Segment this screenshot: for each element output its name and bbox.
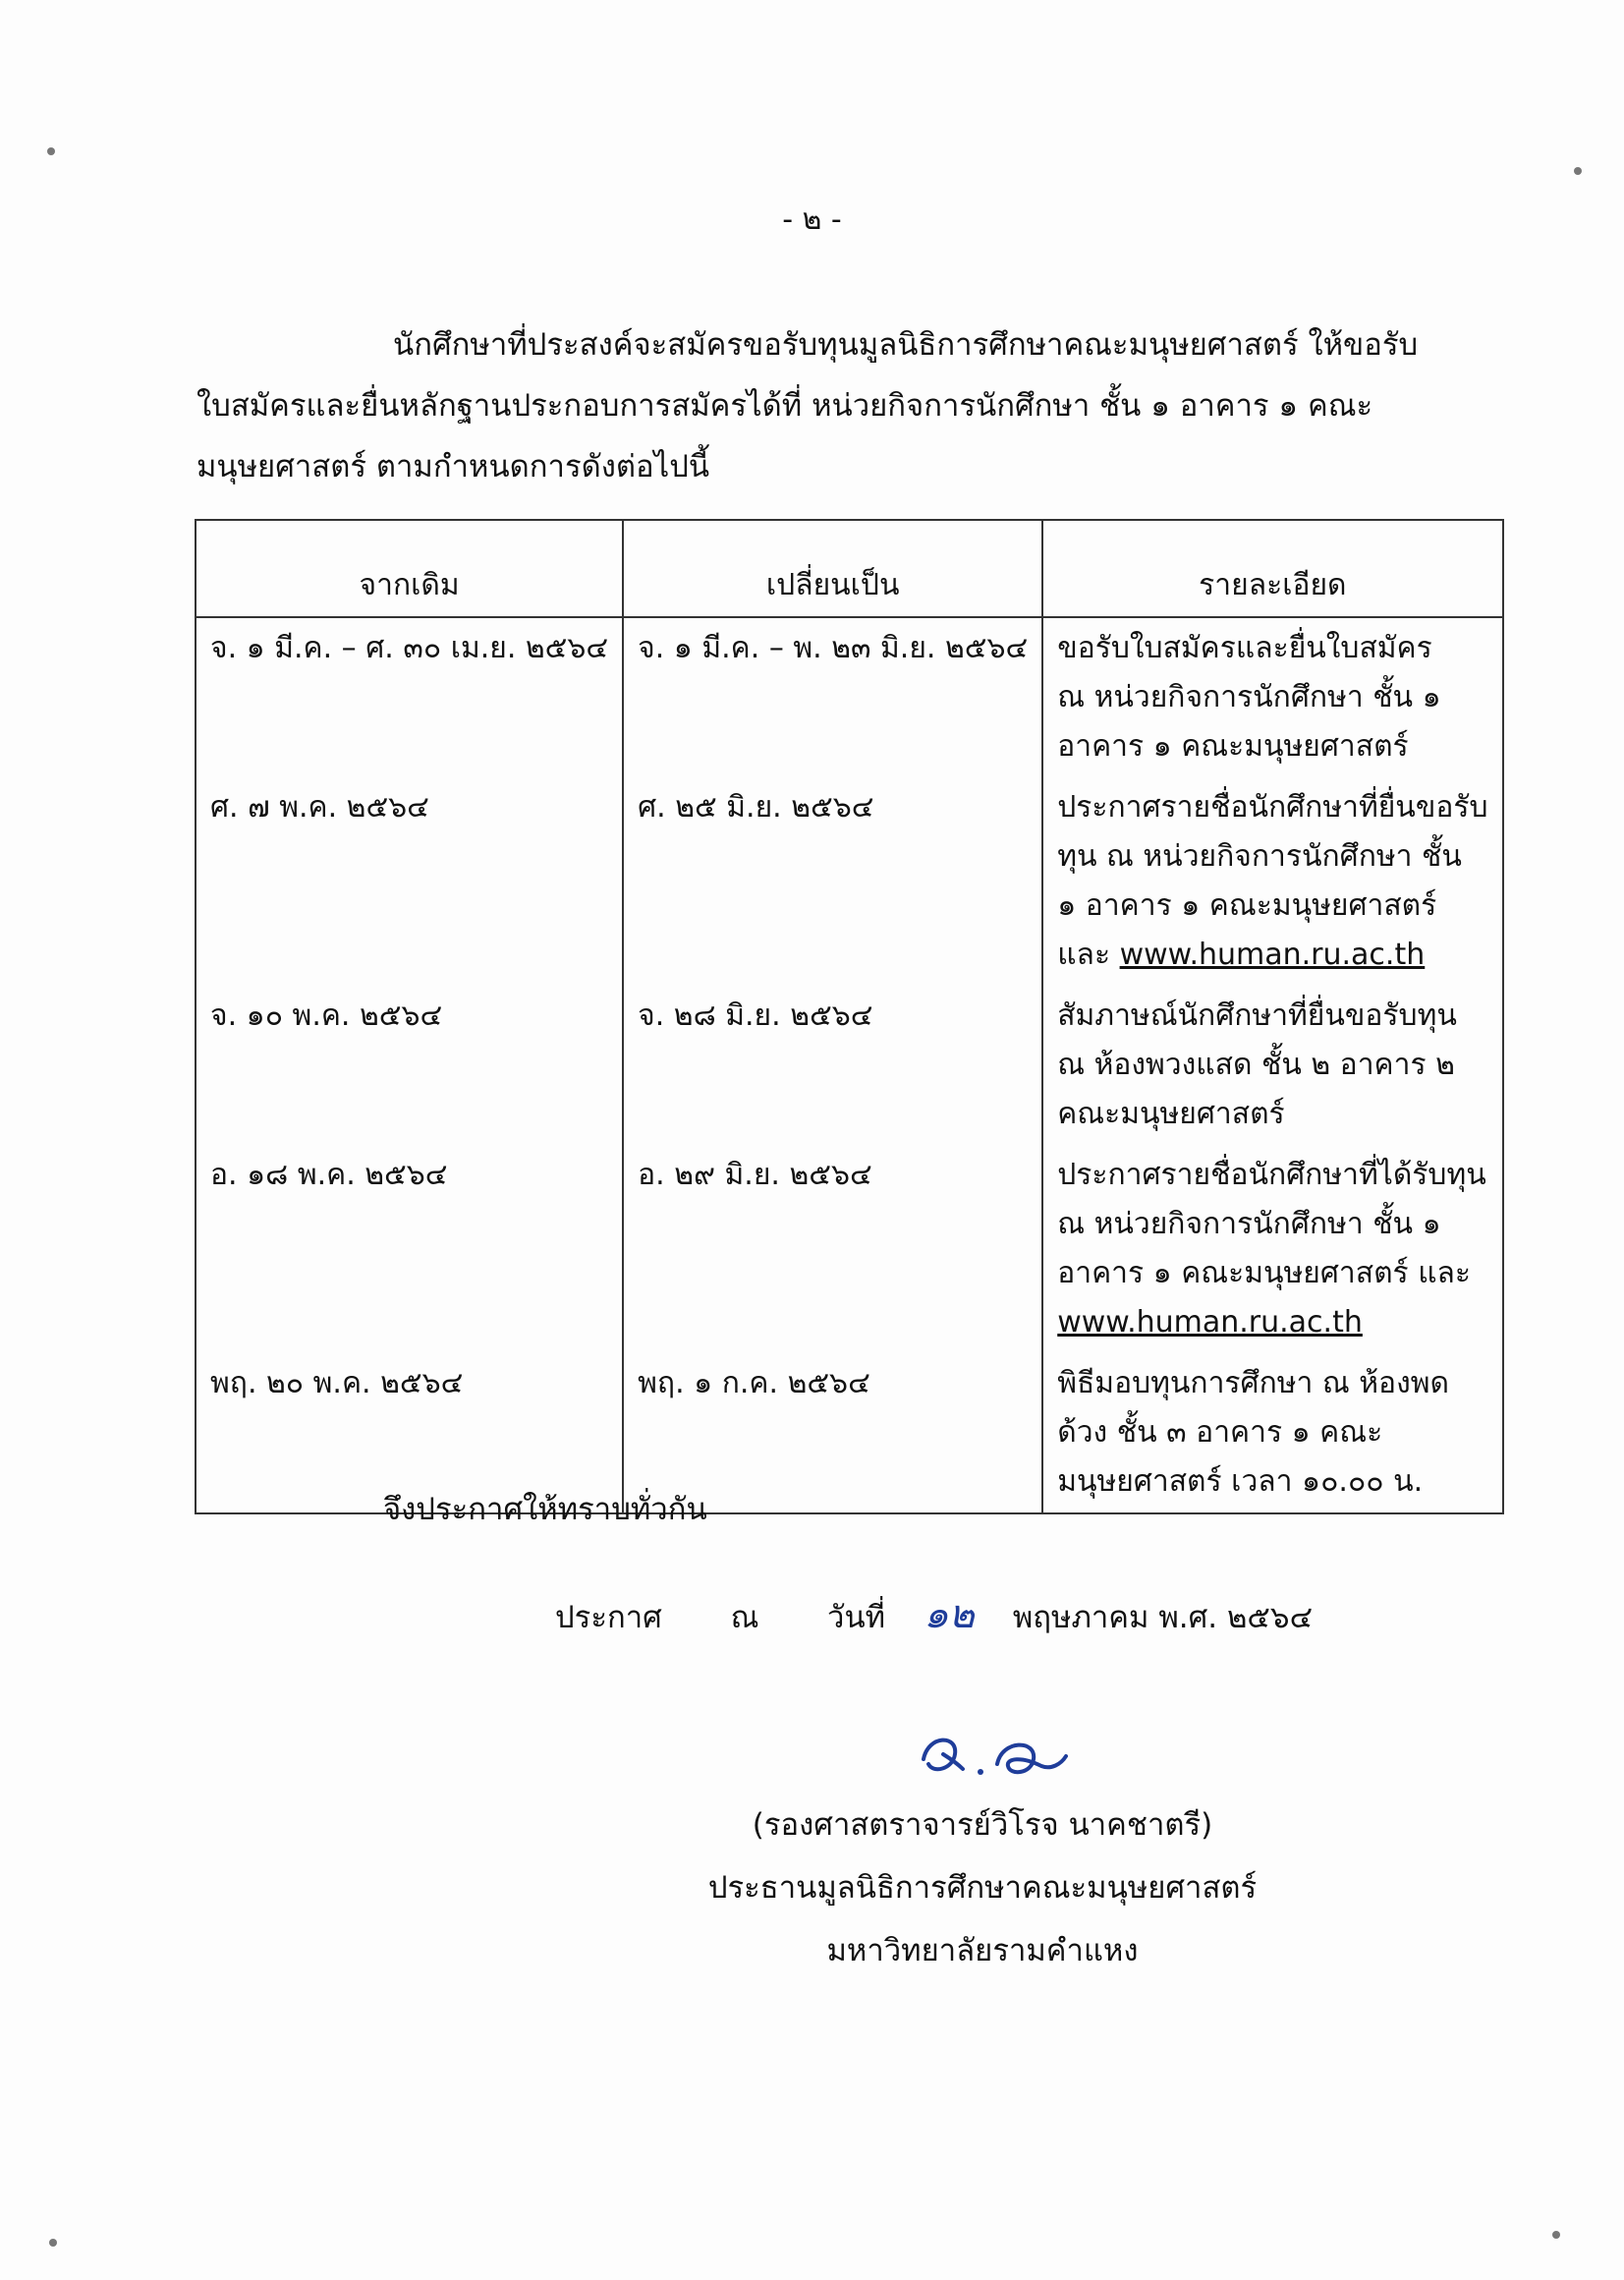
cell-detail: [1042, 777, 1502, 986]
from-date: ศ. ๗ พ.ค. ๒๕๖๔: [210, 790, 429, 825]
to-date: ศ. ๒๕ มิ.ย. ๒๕๖๔: [638, 790, 874, 825]
table-row: [196, 986, 1503, 1145]
cell-to: [623, 1145, 1042, 1353]
detail-line: ขอรับใบสมัครและยื่นใบสมัคร: [1057, 631, 1432, 665]
detail-line: ประกาศรายชื่อนักศึกษาที่ได้รับทุน: [1057, 1158, 1486, 1192]
from-date: อ. ๑๘ พ.ค. ๒๕๖๔: [210, 1158, 448, 1192]
cell-to: [623, 617, 1042, 777]
cell-from: [196, 986, 623, 1145]
page-number: - ๒ -: [782, 202, 842, 237]
cell-detail: [1042, 1145, 1502, 1353]
detail-line: อาคาร ๑ คณะมนุษยศาสตร์ และ: [1057, 1256, 1472, 1290]
signatory-position: ประธานมูลนิธิการศึกษาคณะมนุษยศาสตร์: [707, 1870, 1258, 1906]
detail-line: ๑ อาคาร ๑ คณะมนุษยศาสตร์: [1057, 888, 1437, 923]
intro-line: ใบสมัครและยื่นหลักฐานประกอบการสมัครได้ที่ หน่วยกิจการนักศึกษา ชั้น ๑ อาคาร ๑ คณะ: [196, 388, 1373, 424]
detail-line: ทุน ณ หน่วยกิจการนักศึกษา ชั้น: [1057, 839, 1462, 874]
closing-statement: จึงประกาศให้ทราบทั่วกัน: [383, 1492, 707, 1527]
table-row: [196, 1145, 1503, 1353]
detail-line: มนุษยศาสตร์ เวลา ๑๐.๐๐ น.: [1057, 1464, 1424, 1499]
website-link[interactable]: www.human.ru.ac.th: [1057, 1305, 1363, 1340]
to-date: จ. ๑ มี.ค. – พ. ๒๓ มิ.ย. ๒๕๖๔: [638, 631, 1029, 665]
cell-to: [623, 777, 1042, 986]
scan-speck: [1574, 167, 1582, 175]
header-to: เปลี่ยนเป็น: [623, 520, 1042, 617]
detail-line: สัมภาษณ์นักศึกษาที่ยื่นขอรับทุน: [1057, 998, 1457, 1033]
website-link[interactable]: www.human.ru.ac.th: [1119, 938, 1426, 972]
from-date: จ. ๑๐ พ.ค. ๒๕๖๔: [210, 998, 443, 1033]
cell-to: [623, 986, 1042, 1145]
detail-line: [1057, 1298, 1487, 1347]
table-header-row: [196, 520, 1503, 617]
detail-line: ณ หน่วยกิจการนักศึกษา ชั้น ๑: [1057, 680, 1441, 714]
to-date: จ. ๒๘ มิ.ย. ๒๕๖๔: [638, 998, 873, 1033]
detail-line: พิธีมอบทุนการศึกษา ณ ห้องพด: [1057, 1366, 1449, 1400]
scan-speck: [1552, 2231, 1560, 2239]
cell-from: [196, 1145, 623, 1353]
announce-prefix: ประกาศ: [555, 1600, 662, 1635]
signatory-organization: มหาวิทยาลัยรามคำแหง: [826, 1933, 1139, 1968]
table-row: [196, 617, 1503, 777]
handwritten-day: ๑๒: [924, 1592, 975, 1637]
intro-line: นักศึกษาที่ประสงค์จะสมัครขอรับทุนมูลนิธิการศึกษาคณะมนุษยศาสตร์ ให้ขอรับ: [393, 327, 1419, 363]
scan-speck: [47, 147, 55, 155]
cell-detail: [1042, 617, 1502, 777]
to-date: พฤ. ๑ ก.ค. ๒๕๖๔: [638, 1366, 870, 1400]
to-date: อ. ๒๙ มิ.ย. ๒๕๖๔: [638, 1158, 872, 1192]
detail-line: อาคาร ๑ คณะมนุษยศาสตร์: [1057, 729, 1409, 764]
signatory-block: [688, 1794, 1277, 1982]
announce-month-year: พฤษภาคม พ.ศ. ๒๕๖๔: [1012, 1600, 1314, 1635]
signatory-name: (รองศาสตราจารย์วิโรจ นาคชาตรี): [752, 1807, 1213, 1843]
detail-line: [1057, 931, 1487, 980]
cell-detail: [1042, 986, 1502, 1145]
header-detail: รายละเอียด: [1042, 520, 1502, 617]
intro-line: มนุษยศาสตร์ ตามกำหนดการดังต่อไปนี้: [196, 449, 710, 484]
detail-prefix: และ: [1057, 938, 1120, 972]
detail-line: ณ ห้องพวงแสด ชั้น ๒ อาคาร ๒: [1057, 1048, 1455, 1082]
from-date: จ. ๑ มี.ค. – ศ. ๓๐ เม.ย. ๒๕๖๔: [210, 631, 609, 665]
detail-line: ประกาศรายชื่อนักศึกษาที่ยื่นขอรับ: [1057, 790, 1488, 825]
intro-paragraph: [196, 314, 1419, 497]
detail-line: ด้วง ชั้น ๓ อาคาร ๑ คณะ: [1057, 1415, 1383, 1450]
handwritten-signature: [904, 1715, 1100, 1794]
cell-from: [196, 777, 623, 986]
announcement-date: [555, 1582, 1313, 1645]
cell-detail: [1042, 1353, 1502, 1513]
table-row: [196, 777, 1503, 986]
schedule-table: [195, 519, 1504, 1514]
announce-at: ณ: [730, 1600, 759, 1635]
from-date: พฤ. ๒๐ พ.ค. ๒๕๖๔: [210, 1366, 464, 1400]
cell-from: [196, 617, 623, 777]
scan-speck: [49, 2239, 57, 2247]
detail-line: คณะมนุษยศาสตร์: [1057, 1097, 1285, 1131]
detail-line: ณ หน่วยกิจการนักศึกษา ชั้น ๑: [1057, 1207, 1441, 1241]
announce-day-label: วันที่: [827, 1600, 886, 1635]
header-from: จากเดิม: [196, 520, 623, 617]
